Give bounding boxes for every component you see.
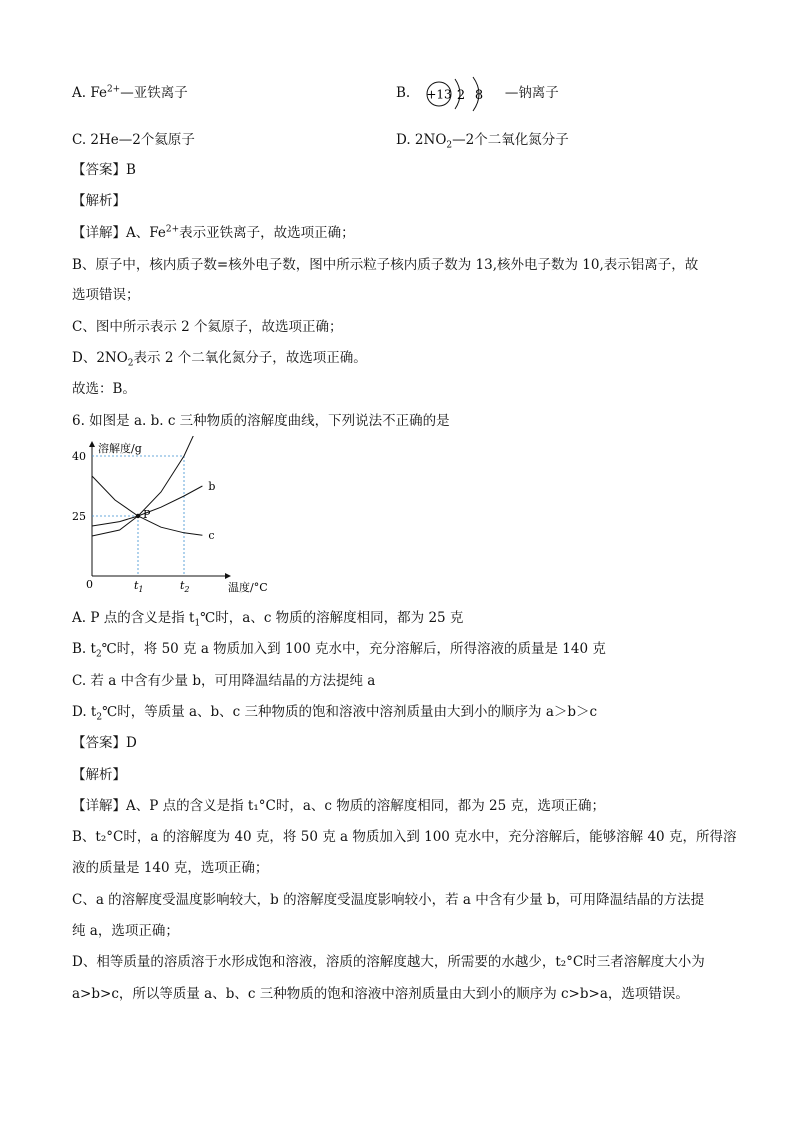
q5-detail-line-3: 选项错误； bbox=[72, 287, 140, 303]
text: 【详解】A、Fe bbox=[72, 225, 166, 241]
subscript: 2 bbox=[127, 358, 134, 369]
q5-detail-line-6: 故选：B。 bbox=[72, 381, 136, 397]
text: ℃时，将 50 克 a 物质加入到 100 克水中，充分溶解后，所得溶液的质量是 140 克 bbox=[101, 641, 606, 657]
q5-detail-line-2: B、原子中，核内质子数=核外电子数，图中所示粒子核内质子数为 13,核外电子数为 10,表示铝离子，故 bbox=[72, 257, 699, 273]
option-a-suffix: —亚铁离子 bbox=[120, 85, 188, 101]
y-tick-25: 25 bbox=[72, 510, 86, 523]
option-d-suffix: —2个二氧化氮分子 bbox=[452, 132, 569, 148]
y-tick-40: 40 bbox=[72, 450, 86, 463]
subscript: 2 bbox=[96, 712, 103, 723]
q5-detail-line-5 bbox=[72, 349, 367, 367]
series-label-c: c bbox=[208, 529, 215, 543]
x-axis-label: 温度/°C bbox=[228, 581, 268, 594]
q6-detail-line-6: D、相等质量的溶质溶于水形成饱和溶液，溶质的溶解度越大，所需要的水越少，t₂°C时三者溶解度大小为 bbox=[72, 954, 705, 970]
option-d bbox=[396, 131, 569, 149]
point-p-label: P bbox=[143, 508, 151, 521]
text: B. t bbox=[72, 641, 96, 657]
option-b-suffix: —钠离子 bbox=[504, 85, 559, 101]
text: ℃时，等质量 a、b、c 三种物质的饱和溶液中溶剂质量由大到小的顺序为 a＞b＞c bbox=[102, 704, 598, 720]
q6-detail-line-2: B、t₂°C时，a 的溶解度为 40 克，将 50 克 a 物质加入到 100 克水中，充分溶解后，能够溶解 40 克，所得溶 bbox=[72, 829, 737, 845]
q5-detail-line-1 bbox=[72, 224, 355, 242]
q6-option-b bbox=[72, 640, 606, 658]
atom-structure-diagram bbox=[415, 75, 501, 113]
option-d-text: D. 2NO bbox=[396, 132, 447, 148]
point-p bbox=[136, 514, 140, 518]
q6-detail-line-7: a>b>c，所以等质量 a、b、c 三种物质的饱和溶液中溶剂质量由大到小的顺序为 c>b>a，选项错误。 bbox=[72, 986, 689, 1002]
q6-detail-line-3: 液的质量是 140 克，选项正确； bbox=[72, 860, 269, 876]
option-a bbox=[72, 84, 188, 102]
option-c: C. 2He—2个氦原子 bbox=[72, 132, 195, 148]
x-tick-t1: $t_1$ bbox=[134, 579, 144, 594]
shell-2-electrons: 8 bbox=[474, 87, 483, 103]
charge-sup: 2+ bbox=[106, 84, 121, 95]
subscript: 2 bbox=[446, 140, 453, 151]
shell-1-electrons: 2 bbox=[456, 87, 465, 103]
text: 表示 2 个二氧化氮分子，故选项正确。 bbox=[133, 350, 367, 366]
nucleus-charge: +13 bbox=[425, 87, 452, 101]
q6-detail-line-1: 【详解】A、P 点的含义是指 t₁°C时，a、c 物质的溶解度相同，都为 25 克，选项正确； bbox=[72, 798, 605, 814]
q6-option-a bbox=[72, 609, 463, 627]
q5-analysis-heading: 【解析】 bbox=[72, 193, 126, 209]
charge-sup: 2+ bbox=[165, 224, 180, 235]
q6-stem: 6. 如图是 a. b. c 三种物质的溶解度曲线，下列说法不正确的是 bbox=[72, 413, 450, 429]
subscript: 1 bbox=[194, 618, 201, 629]
q6-analysis-heading: 【解析】 bbox=[72, 767, 126, 783]
q5-answer: 【答案】B bbox=[72, 162, 136, 178]
origin-label: 0 bbox=[86, 578, 93, 591]
q6-detail-line-5: 纯 a，选项正确； bbox=[72, 923, 179, 939]
text: 表示亚铁离子，故选项正确； bbox=[179, 225, 355, 241]
text: A. P 点的含义是指 t bbox=[72, 610, 195, 626]
q5-detail-line-4: C、图中所示表示 2 个氦原子，故选项正确； bbox=[72, 319, 343, 335]
option-b bbox=[396, 74, 559, 113]
subscript: 2 bbox=[95, 649, 102, 660]
q6-answer: 【答案】D bbox=[72, 735, 137, 751]
curve-c bbox=[92, 476, 202, 535]
y-axis-label: 溶解度/g bbox=[98, 442, 142, 455]
series-label-b: b bbox=[208, 480, 216, 493]
text: ℃时，a、c 物质的溶解度相同，都为 25 克 bbox=[200, 610, 464, 626]
solubility-chart bbox=[70, 436, 290, 598]
q6-detail-line-4: C、a 的溶解度受温度影响较大，b 的溶解度受温度影响较小，若 a 中含有少量 b，可用降温结晶的方法提 bbox=[72, 892, 705, 908]
text: D、2NO bbox=[72, 350, 128, 366]
text: D. t bbox=[72, 704, 97, 720]
option-b-label: B. bbox=[396, 85, 411, 101]
q6-option-c: C. 若 a 中含有少量 b，可用降温结晶的方法提纯 a bbox=[72, 673, 376, 689]
option-a-text: A. Fe bbox=[72, 85, 107, 101]
q6-option-d bbox=[72, 703, 597, 721]
x-tick-t2: $t_2$ bbox=[180, 579, 190, 594]
